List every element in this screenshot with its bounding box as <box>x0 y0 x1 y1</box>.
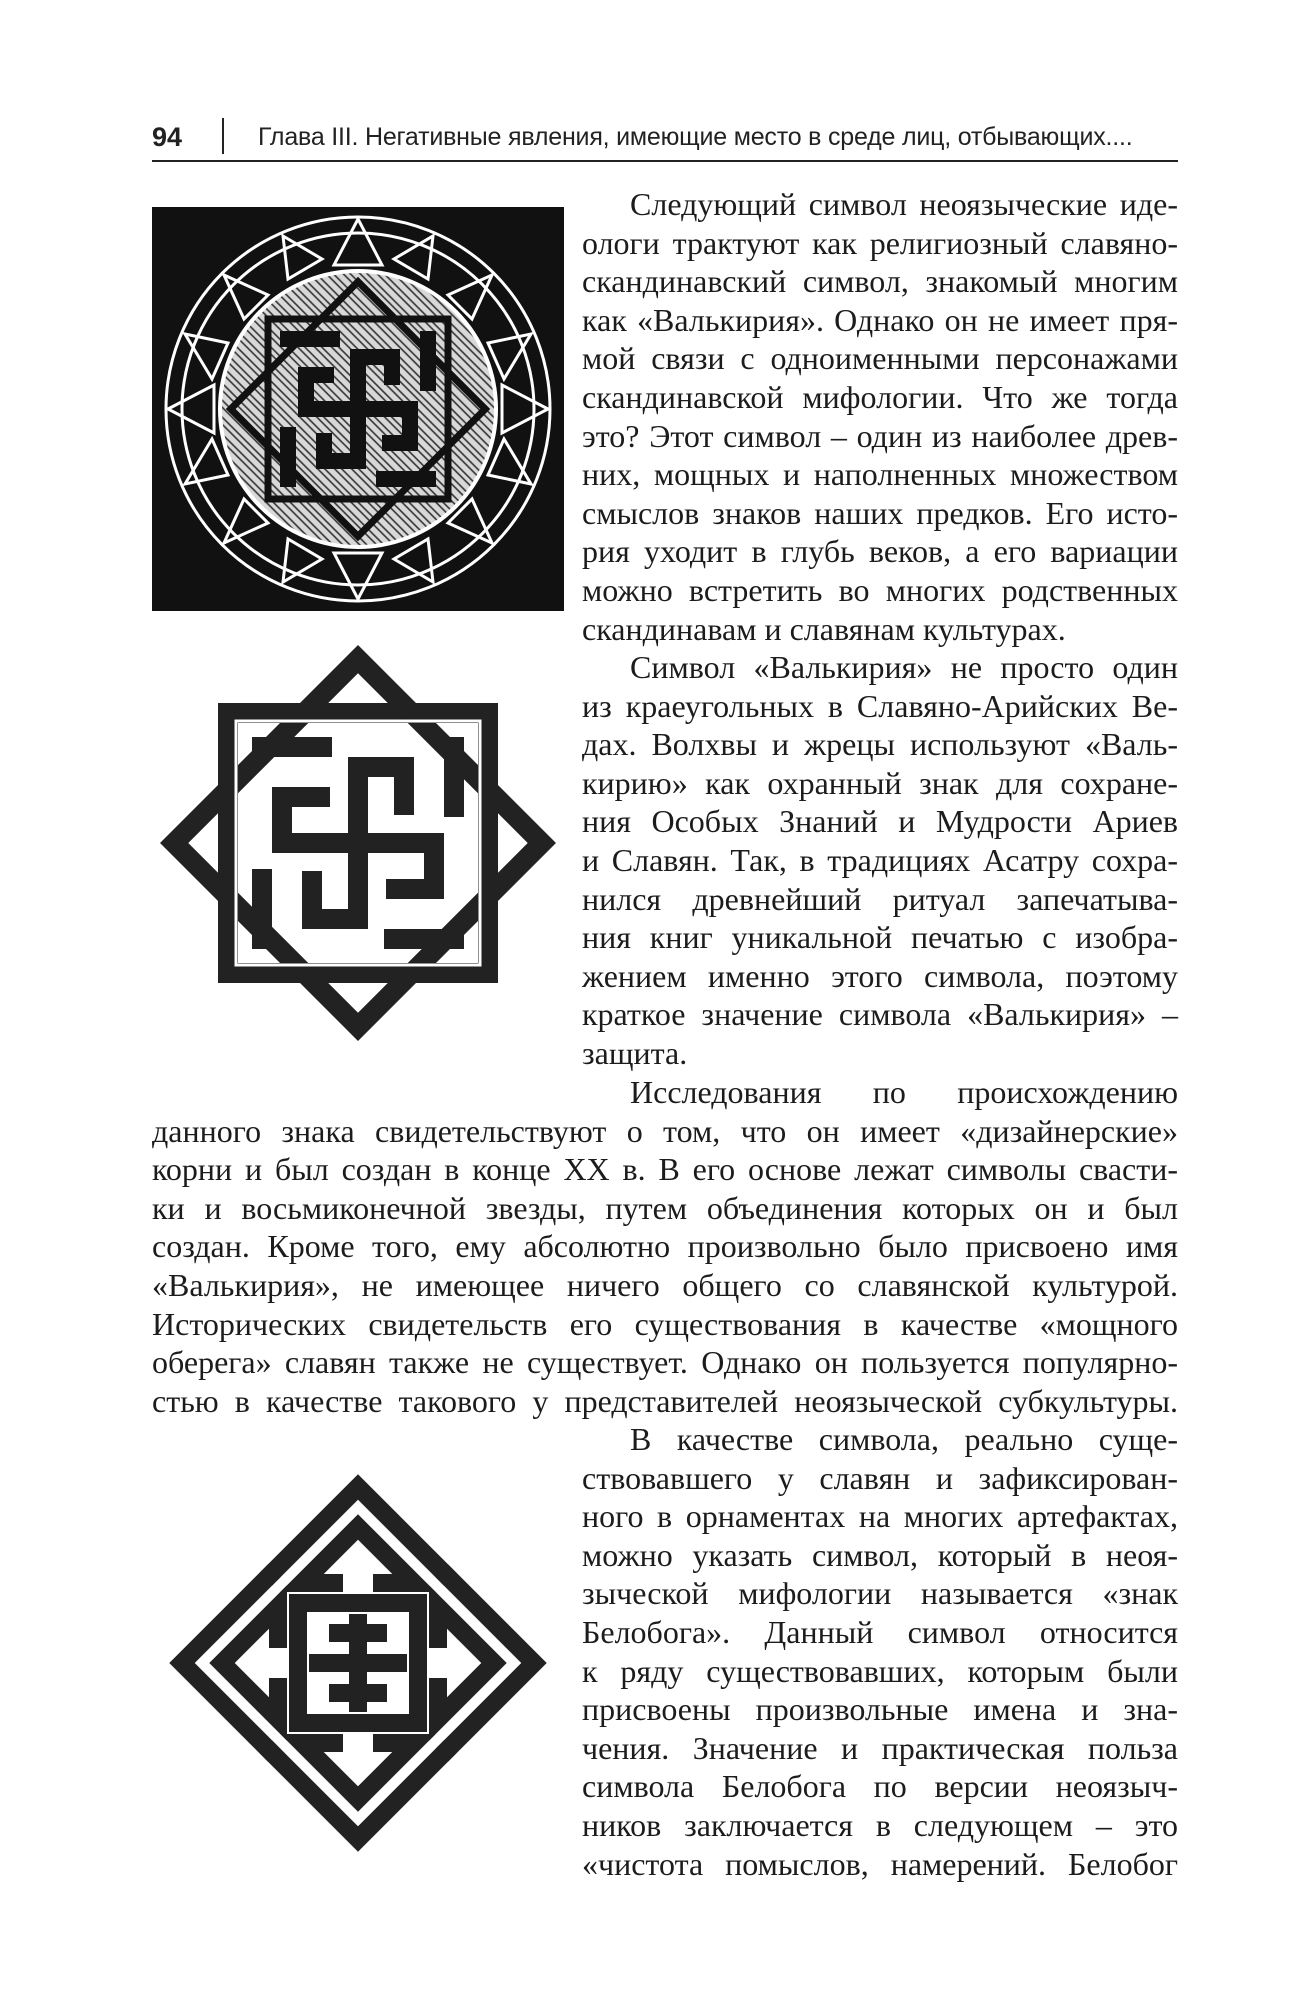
text-line: Белобога». Данный символ относится <box>582 1613 1178 1650</box>
header-separator <box>222 118 224 154</box>
text-line: «чистота помыслов, намерений. Белобог <box>582 1845 1178 1882</box>
text-line: это? Этот символ – один из наиболее древ- <box>582 417 1178 454</box>
text-line: как «Валькирия». Однако он не имеет пря- <box>582 301 1178 338</box>
running-header <box>152 118 1178 162</box>
text-line: скандинавам и славянам культурах. <box>582 610 1066 647</box>
text-line: «Валькирия», не имеющее ничего общего со славянской культурой. <box>152 1266 1178 1303</box>
text-line: ников заключается в следующем – это <box>582 1806 1178 1843</box>
text-line: В качестве символа, реально суще- <box>630 1421 1178 1457</box>
text-line: защита. <box>582 1034 688 1071</box>
paragraph-4 <box>582 1420 1178 1883</box>
header-rule <box>152 160 1178 162</box>
text-line: мой связи с одноименными персонажами <box>582 340 1178 377</box>
text-line: Исторических свидетельств его существования в качестве «мощного <box>152 1305 1178 1342</box>
text-line: оберега» славян также не существует. Однако он пользуется популярно- <box>152 1344 1178 1381</box>
text-line: можно указать символ, который в неоя- <box>582 1536 1178 1573</box>
valkyrie-octagram-symbol <box>152 637 564 1051</box>
paragraph-1 <box>582 185 1178 648</box>
text-line: дах. Волхвы и жрецы используют «Валь- <box>582 726 1178 763</box>
text-line: кирию» как охранный знак для сохране- <box>582 764 1178 801</box>
text-line: нился древнейший ритуал запечатыва- <box>582 880 1178 917</box>
paragraph-3 <box>152 1073 1178 1420</box>
text-line: и Славян. Так, в традициях Асатру сохра- <box>582 841 1178 878</box>
page-number: 94 <box>152 122 183 152</box>
text-line: данного знака свидетельствуют о том, что он имеет «дизайнерские» <box>152 1112 1178 1149</box>
valkyrie-circle-emblem <box>152 207 564 611</box>
text-line: краткое значение символа «Валькирия» – <box>582 996 1178 1033</box>
text-line: Следующий символ неоязыческие иде- <box>630 186 1178 222</box>
text-line: присвоены произвольные имена и зна- <box>582 1691 1178 1728</box>
text-line: скандинавской мифологии. Что же тогда <box>582 378 1178 415</box>
text-line: из краеугольных в Славяно-Арийских Ве- <box>582 687 1178 724</box>
text-line: ологи трактуют как религиозный славяно- <box>582 224 1178 261</box>
text-line: чения. Значение и практическая польза <box>582 1729 1178 1766</box>
text-line: ки и восьмиконечной звезды, путем объединения которых он и был <box>152 1189 1178 1226</box>
text-line: смыслов знаков наших предков. Его исто- <box>582 494 1178 531</box>
chapter-title: Глава III. Негативные явления, имеющие место в среде лиц, отбывающих.... <box>258 123 1133 151</box>
text-line: скандинавский символ, знакомый многим <box>582 263 1178 300</box>
text-line: жением именно этого символа, поэтому <box>582 957 1178 994</box>
text-line: стью в качестве такового у представителей неоязыческой субкультуры. <box>152 1382 1178 1419</box>
text-line: к ряду существовавших, которым были <box>582 1652 1178 1689</box>
text-line: зыческой мифологии называется «знак <box>582 1575 1178 1612</box>
belobog-sign-symbol <box>152 1457 564 1869</box>
text-line: Исследования по происхождению <box>630 1074 1178 1110</box>
text-line: Символ «Валькирия» не просто один <box>630 649 1178 685</box>
text-line: рия уходит в глубь веков, а его вариации <box>582 533 1178 570</box>
text-line: них, мощных и наполненных множеством <box>582 456 1178 493</box>
text-line: символа Белобога по версии неоязыч- <box>582 1768 1178 1805</box>
text-line: ного в орнаментах на многих артефактах, <box>582 1498 1178 1535</box>
text-line: ния книг уникальной печатью с изобра- <box>582 919 1178 956</box>
text-line: ния Особых Знаний и Мудрости Ариев <box>582 803 1178 840</box>
text-line: корни и был создан в конце XX в. В его основе лежат символы свасти- <box>152 1151 1178 1188</box>
text-line: создан. Кроме того, ему абсолютно произвольно было присвоено имя <box>152 1228 1178 1265</box>
paragraph-2 <box>582 648 1178 1073</box>
text-line: ствовавшего у славян и зафиксирован- <box>582 1459 1178 1496</box>
text-line: можно встретить во многих родственных <box>582 571 1178 608</box>
